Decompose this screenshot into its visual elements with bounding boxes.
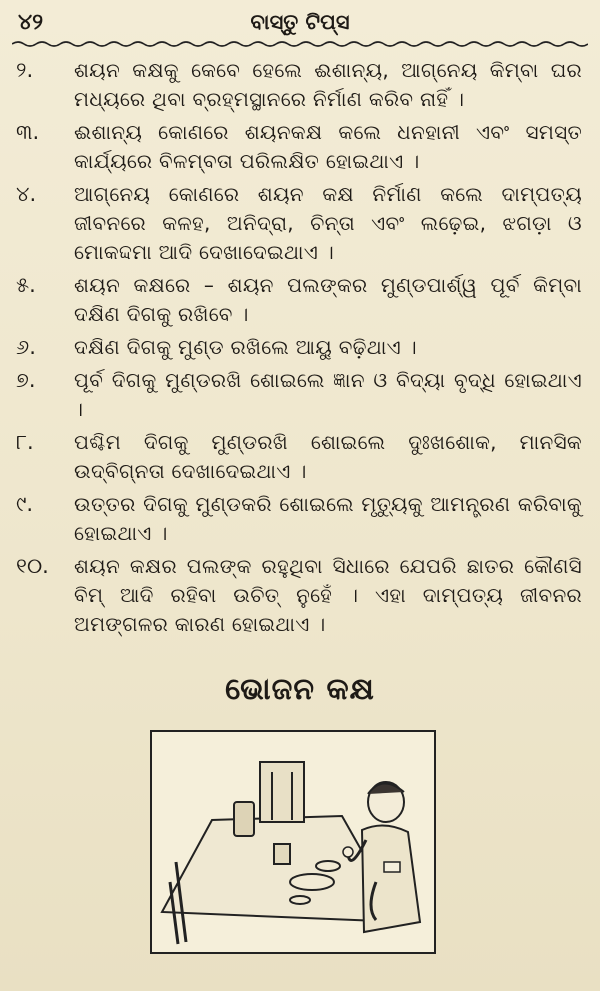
list-item [12, 428, 582, 486]
list-item [12, 552, 582, 639]
list-item [12, 271, 582, 329]
item-number: ୮. [16, 430, 34, 454]
list-item [12, 333, 582, 362]
list-item [12, 490, 582, 548]
page-header [14, 8, 586, 38]
item-text: ଆଗ୍ନେୟ କୋଣରେ ଶୟନ କକ୍ଷ ନିର୍ମାଣ କଲେ ଦାମ୍ପତ୍ୟ ଜୀବନରେ କଳହ, ଅନିଦ୍ରା, ଚିନ୍ତା ଏବଂ ଲଢ଼େଇ, ଝଗଡ଼ା ଓ ମୋକଦ୍ଦମା ଆଦି ଦେଖାଦେଇଥାଏ । [74, 182, 582, 264]
item-text: ଶୟନ କକ୍ଷରେ – ଶୟନ ପଲଙ୍କର ମୁଣ୍ଡପାର୍ଶ୍ୱ ପୂର୍ବ କିମ୍ବା ଦକ୍ଷିଣ ଦିଗକୁ ରଖିବେ । [74, 273, 582, 326]
item-text: ପୂର୍ବ ଦିଗକୁ ମୁଣ୍ଡରଖି ଶୋଇଲେ ଜ୍ଞାନ ଓ ବିଦ୍ୟା ବୃଦ୍ଧି ହୋଇଥାଏ । [74, 368, 582, 421]
item-text: ଶୟନ କକ୍ଷର ପଲଙ୍କ ରହୁଥିବା ସିଧାରେ ଯେପରି ଛାତର କୌଣସି ବିମ୍ ଆଦି ରହିବା ଉଚିତ୍ ନୁହେଁ । ଏହା ଦାମ୍ପତ୍ୟ ଜୀବନର ଅମଙ୍ଗଳର କାରଣ ହୋଇଥାଏ । [74, 554, 582, 636]
list-item [12, 366, 582, 424]
list-item [12, 56, 582, 114]
item-number: ୧୦. [16, 554, 49, 578]
running-title: ବାସ୍ତୁ ଟିପ୍ସ [250, 10, 350, 34]
item-number: ୭. [16, 368, 36, 392]
item-text: ଉତ୍ତର ଦିଗକୁ ମୁଣ୍ଡକରି ଶୋଇଲେ ମୃତ୍ୟୁକୁ ଆମନ୍ତ୍ରଣ କରିବାକୁ ହୋଇଥାଏ । [74, 492, 582, 545]
page-number: ୪୨ [18, 10, 44, 35]
list-item [12, 118, 582, 176]
tips-list [12, 56, 582, 643]
wavy-divider [12, 40, 588, 48]
item-number: ୫. [16, 273, 36, 297]
section-heading: ଭୋଜନ କକ୍ଷ [225, 672, 375, 707]
item-number: ୬. [16, 335, 36, 359]
dining-room-illustration [150, 730, 436, 954]
item-number: ୩. [16, 120, 40, 144]
item-number: ୯. [16, 492, 34, 516]
list-item [12, 180, 582, 267]
item-text: ଶୟନ କକ୍ଷକୁ କେବେ ହେଲେ ଈଶାନ୍ୟ, ଆଗ୍ନେୟ କିମ୍ବା ଘର ମଧ୍ୟରେ ଥିବା ବ୍ରହ୍ମସ୍ଥାନରେ ନିର୍ମାଣ କରିବ ନାହିଁ । [74, 58, 582, 111]
item-text: ଈଶାନ୍ୟ କୋଣରେ ଶୟନକକ୍ଷ କଲେ ଧନହାନୀ ଏବଂ ସମସ୍ତ କାର୍ଯ୍ୟରେ ବିଳମ୍ବତା ପରିଲକ୍ଷିତ ହୋଇଥାଏ । [74, 120, 582, 173]
item-number: ୪. [16, 182, 37, 206]
dining-man-illustration-icon [152, 732, 434, 952]
item-text: ଦକ୍ଷିଣ ଦିଗକୁ ମୁଣ୍ଡ ରଖିଲେ ଆୟୁ ବଢ଼ିଥାଏ । [74, 335, 417, 359]
item-number: ୨. [16, 58, 34, 82]
item-text: ପଶ୍ଚିମ ଦିଗକୁ ମୁଣ୍ଡରଖି ଶୋଇଲେ ଦୁଃଖଶୋକ, ମାନସିକ ଉଦ୍‌ବିଗ୍ନତା ଦେଖାଦେଇଥାଏ । [74, 430, 582, 483]
